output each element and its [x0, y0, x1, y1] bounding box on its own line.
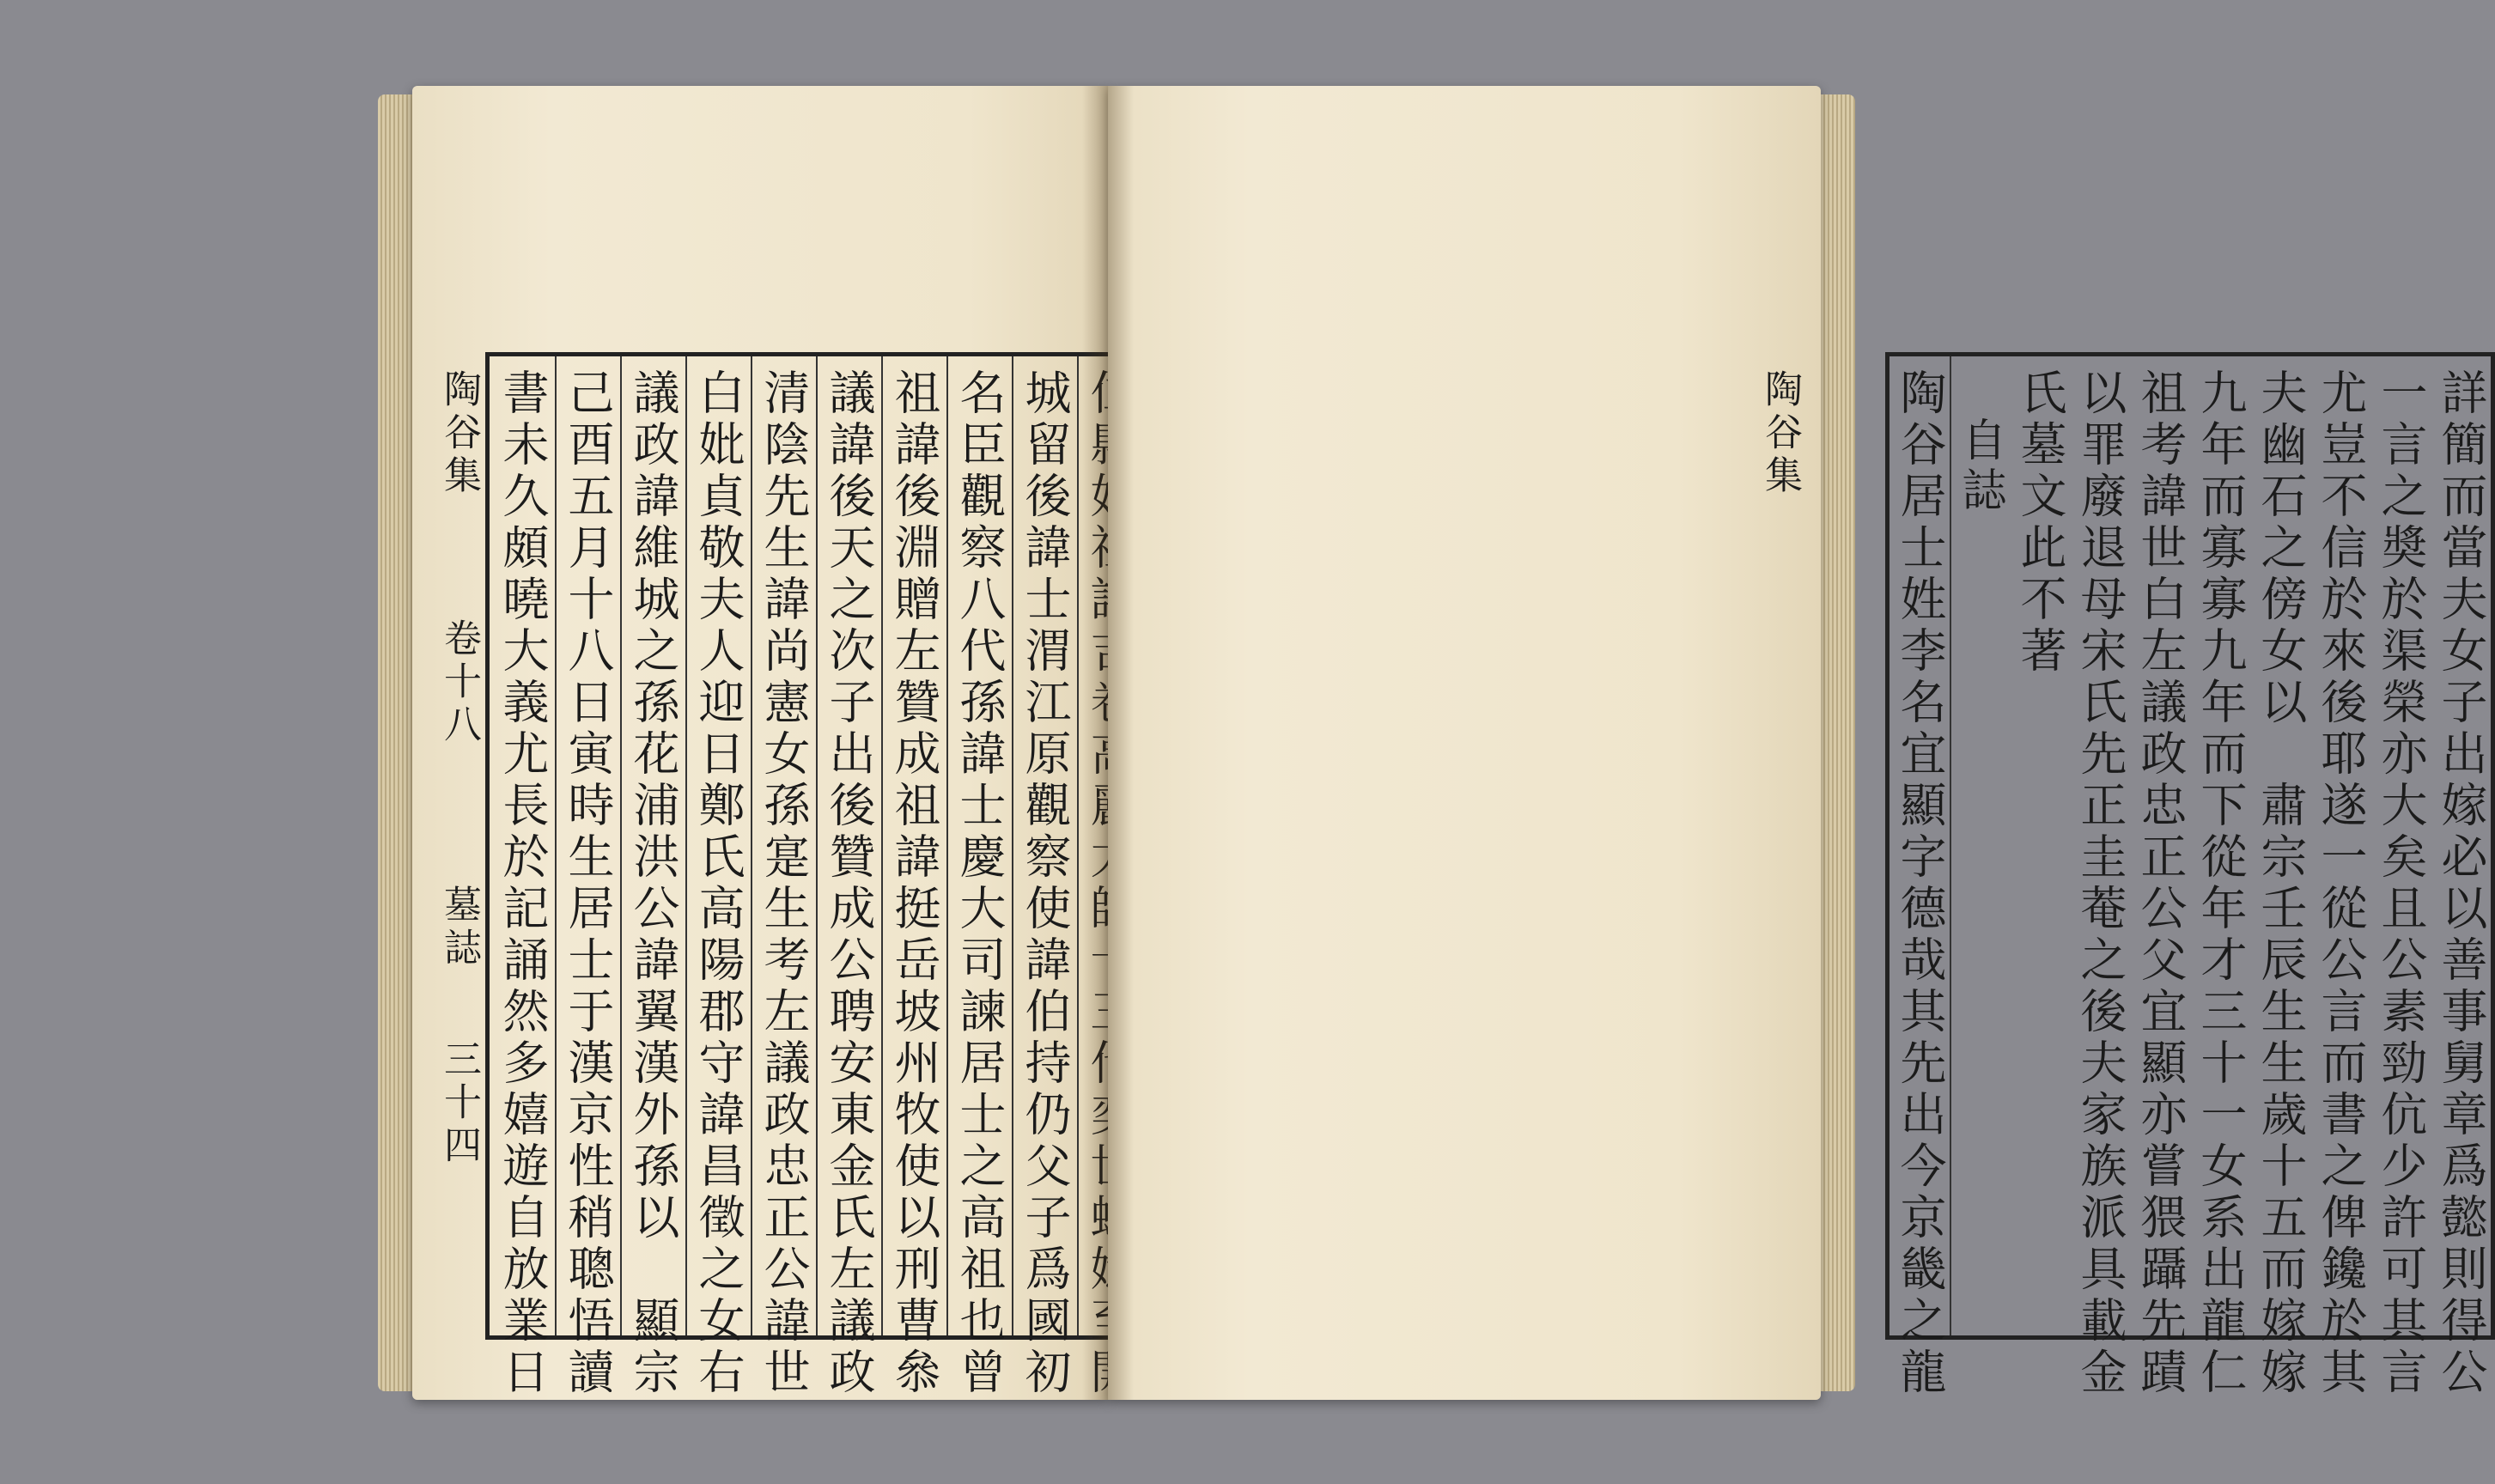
right-text-column: 一言之奬於渠榮亦大矣且公素勁伉少許可其言	[2374, 368, 2428, 1399]
right-text-column: 夫幽石之傍女以 肅宗壬辰生生歲十五而嫁嫁	[2254, 368, 2308, 1399]
column-rule	[751, 356, 752, 1335]
column-rule	[881, 356, 883, 1335]
left-text-column: 書未久頗曉大義尤長於記誦然多嬉遊自放業日	[496, 368, 550, 1399]
column-rule	[555, 356, 557, 1335]
column-rule	[946, 356, 948, 1335]
right-text-column-last: 陶谷居士姓李名宜顯字德哉其先出今京畿之龍	[1893, 368, 1947, 1399]
column-rule	[1077, 356, 1079, 1335]
left-text-column: 白妣貞敬夫人迎日鄭氏高陽郡守諱昌徵之女右	[691, 368, 745, 1399]
column-rule	[816, 356, 818, 1335]
column-rule	[685, 356, 687, 1335]
left-page-edges	[378, 94, 417, 1391]
open-book	[378, 69, 2488, 1443]
right-text-frame	[1885, 352, 2495, 1399]
right-text-column: 尤豈不信於來後耶遂一從公言而書之俾鑱於其	[2314, 368, 2368, 1399]
left-text-column: 祖諱後淵贈左贊成祖諱挺岳坡州牧使以刑曹叅	[887, 368, 941, 1399]
left-text-column: 己酉五月十八日寅時生居士于漢京性稍聰悟讀	[561, 368, 615, 1399]
right-text-column: 氏墓文此不著	[2013, 368, 2067, 678]
left-text-column: 城留後諱士渭江原觀察使諱伯持仍父子爲國初	[1018, 368, 1072, 1399]
left-margin-section: 墓誌	[437, 885, 481, 970]
left-margin-folio: 三十四	[437, 1039, 481, 1168]
left-text-column: 議諱後天之次子出後贊成公聘安東金氏左議政	[822, 368, 876, 1399]
left-text-column: 名臣觀察八代孫諱士慶大司諫居士之高祖也曾	[952, 368, 1007, 1399]
book-gutter	[1082, 86, 1134, 1400]
right-text-column: 以罪廢退母宋氏先正圭菴之後夫家族派具載金	[2073, 368, 2127, 1399]
section-heading: 自誌	[1954, 417, 2005, 516]
right-text-column: 九年而寡寡九年而下從年才三十一女系出龍仁	[2194, 368, 2248, 1399]
left-text-frame	[485, 352, 1147, 1399]
left-text-column: 清陰先生諱尚憲女孫寔生考左議政忠正公諱世	[757, 368, 811, 1399]
left-margin-title: 陶谷集	[437, 369, 481, 498]
column-rule	[620, 356, 622, 1335]
right-text-column: 詳簡而當夫女子出嫁必以善事舅章爲懿則得公	[2434, 368, 2488, 1399]
left-margin-volume: 卷十八	[437, 618, 481, 747]
right-text-column: 祖考諱世白左議政忠正公父宜顯亦嘗猥躡先蹟	[2133, 368, 2188, 1399]
right-page-edges	[1816, 94, 1855, 1391]
left-text-column: 議政諱維城之孫花浦洪公諱翼漢外孫以 顯宗	[626, 368, 680, 1399]
column-rule	[1012, 356, 1013, 1335]
left-page	[412, 86, 1108, 1400]
right-page	[1108, 86, 2488, 1400]
right-margin-title: 陶谷集	[1758, 369, 1802, 498]
column-rule	[1950, 356, 1951, 1335]
